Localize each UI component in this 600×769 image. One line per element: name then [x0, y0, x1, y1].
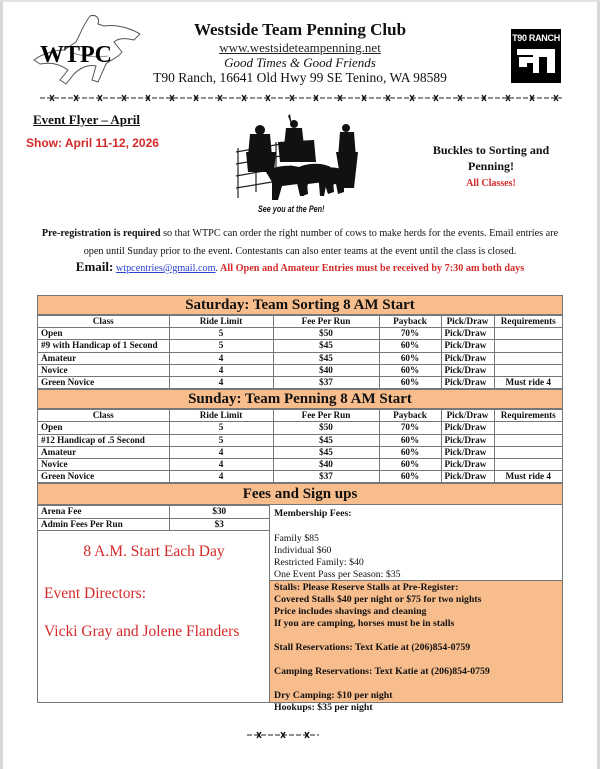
barbed-wire-footer-icon	[247, 731, 319, 739]
cell-class: Amateur	[38, 446, 169, 458]
table-row	[38, 377, 562, 389]
cell-payback: 60%	[379, 340, 441, 352]
cell-class: Green Novice	[38, 471, 169, 483]
email-link[interactable]: wtpcentries@gmail.com	[115, 263, 216, 274]
cell-pick-draw: Pick/Draw	[441, 434, 494, 446]
col-requirements: Requirements	[494, 410, 562, 422]
stalls-info	[270, 580, 562, 714]
club-motto: Good Times & Good Friends	[224, 55, 376, 70]
col-requirements: Requirements	[494, 316, 562, 328]
cell-ride-limit: 4	[169, 446, 273, 458]
buckles-text: Buckles to Sorting and Penning!	[432, 143, 550, 173]
cell-ride-limit: 4	[169, 364, 273, 376]
cell-fee: $45	[273, 446, 379, 458]
fee-value: $3	[169, 518, 269, 530]
membership-item: Family $85	[274, 533, 319, 545]
cell-fee: $37	[273, 471, 379, 483]
col-class: Class	[38, 410, 169, 422]
email-suffix: .	[215, 263, 219, 274]
cell-payback: 70%	[379, 328, 441, 340]
cell-requirements: Must ride 4	[494, 377, 562, 389]
barbed-wire-divider-icon	[40, 94, 562, 102]
hookups: Hookups: $35 per night	[274, 702, 373, 714]
camping-reservations: Camping Reservations: Text Katie at (206)854-0759	[274, 666, 490, 678]
fees-left-panel	[38, 505, 270, 702]
all-classes-text: All Classes!	[466, 178, 516, 189]
col-payback: Payback	[379, 410, 441, 422]
cell-class: #9 with Handicap of 1 Second	[38, 340, 169, 352]
table-header-row	[38, 316, 562, 328]
cell-pick-draw: Pick/Draw	[441, 446, 494, 458]
cell-ride-limit: 4	[169, 459, 273, 471]
cell-payback: 60%	[379, 459, 441, 471]
membership-item: Individual $60	[274, 545, 332, 557]
fees-header: Fees and Sign ups	[38, 483, 562, 504]
wtpc-logo-icon	[30, 12, 142, 88]
cell-payback: 60%	[379, 446, 441, 458]
table-row	[38, 364, 562, 376]
table-row	[38, 340, 562, 352]
dry-camping: Dry Camping: $10 per night	[274, 690, 393, 702]
cell-class: #12 Handicap of .5 Second	[38, 434, 169, 446]
event-directors-label: Event Directors:	[44, 585, 147, 603]
start-each-day: 8 A.M. Start Each Day	[83, 543, 225, 561]
table-row	[38, 352, 562, 364]
cell-ride-limit: 5	[169, 434, 273, 446]
event-directors-names: Vicki Gray and Jolene Flanders	[44, 623, 240, 641]
col-pick-draw: Pick/Draw	[441, 410, 494, 422]
cell-ride-limit: 5	[169, 422, 273, 434]
t90-ranch-logo	[511, 29, 561, 83]
cell-requirements	[494, 352, 562, 364]
cell-ride-limit: 4	[169, 471, 273, 483]
cell-payback: 60%	[379, 352, 441, 364]
table-row	[38, 446, 562, 458]
cell-class: Open	[38, 328, 169, 340]
cell-payback: 60%	[379, 434, 441, 446]
cell-pick-draw: Pick/Draw	[441, 471, 494, 483]
cell-pick-draw: Pick/Draw	[441, 328, 494, 340]
stalls-line: If you are camping, horses must be in stalls	[274, 618, 455, 630]
cell-requirements	[494, 422, 562, 434]
cell-ride-limit: 4	[169, 352, 273, 364]
pen-caption: See you at the Pen!	[258, 204, 325, 214]
cell-fee: $45	[273, 352, 379, 364]
stall-reservations: Stall Reservations: Text Katie at (206)854-0759	[274, 642, 471, 654]
table-row	[38, 459, 562, 471]
cell-ride-limit: 5	[169, 340, 273, 352]
preregistration-notice	[40, 225, 560, 261]
sunday-table	[38, 409, 562, 483]
entry-deadline-warning: All Open and Amateur Entries must be received by 7:30 am both days	[218, 263, 525, 274]
club-address: T90 Ranch, 16641 Old Hwy 99 SE Tenino, WA 98589	[153, 70, 447, 85]
sunday-header: Sunday: Team Penning 8 AM Start	[38, 389, 562, 409]
fee-label: Admin Fees Per Run	[38, 518, 169, 530]
team-penning-illustration-icon	[232, 112, 364, 208]
cell-class: Novice	[38, 364, 169, 376]
table-row	[38, 328, 562, 340]
cell-requirements	[494, 340, 562, 352]
cell-pick-draw: Pick/Draw	[441, 459, 494, 471]
table-row	[38, 506, 269, 518]
membership-item: One Event Pass per Season: $35	[274, 569, 401, 581]
cell-fee: $50	[273, 328, 379, 340]
cell-requirements: Must ride 4	[494, 471, 562, 483]
t90-logo-text: T90 RANCH	[512, 33, 560, 43]
email-label: Email:	[75, 259, 114, 274]
col-fee: Fee Per Run	[273, 316, 379, 328]
cell-class: Amateur	[38, 352, 169, 364]
cell-requirements	[494, 446, 562, 458]
cell-ride-limit: 4	[169, 377, 273, 389]
fees-right-panel	[270, 505, 562, 714]
cell-requirements	[494, 364, 562, 376]
cell-fee: $37	[273, 377, 379, 389]
col-pick-draw: Pick/Draw	[441, 316, 494, 328]
cell-payback: 60%	[379, 377, 441, 389]
header	[150, 20, 450, 86]
club-website-link[interactable]: www.westsideteampenning.net	[219, 40, 381, 55]
col-ride-limit: Ride Limit	[169, 316, 273, 328]
fee-label: Arena Fee	[38, 506, 169, 518]
club-title: Westside Team Penning Club	[193, 20, 407, 39]
cell-class: Novice	[38, 459, 169, 471]
cell-requirements	[494, 459, 562, 471]
cell-payback: 60%	[379, 364, 441, 376]
cell-pick-draw: Pick/Draw	[441, 352, 494, 364]
schedule-sheet	[37, 295, 563, 714]
prereg-text: so that WTPC can order the right number of cows to make herds for the events. Email entries are open until Sunday prior to the event. Contestants can also enter teams at the event until the class is closed.	[83, 228, 559, 257]
cell-payback: 60%	[379, 471, 441, 483]
cell-class: Green Novice	[38, 377, 169, 389]
table-row	[38, 471, 562, 483]
fee-value: $30	[169, 506, 269, 518]
saturday-table	[38, 315, 562, 389]
svg-text:WTPC: WTPC	[40, 42, 112, 68]
cell-pick-draw: Pick/Draw	[441, 422, 494, 434]
cell-fee: $40	[273, 364, 379, 376]
col-payback: Payback	[379, 316, 441, 328]
cell-requirements	[494, 328, 562, 340]
t90-brand-icon	[511, 43, 561, 79]
cell-class: Open	[38, 422, 169, 434]
cell-fee: $45	[273, 340, 379, 352]
cell-pick-draw: Pick/Draw	[441, 377, 494, 389]
cell-fee: $40	[273, 459, 379, 471]
cell-pick-draw: Pick/Draw	[441, 364, 494, 376]
buckles-note	[418, 142, 564, 192]
cell-fee: $45	[273, 434, 379, 446]
fees-table	[38, 505, 269, 530]
stalls-line: Covered Stalls $40 per night or $75 for two nights	[274, 594, 482, 606]
table-row	[38, 434, 562, 446]
membership-item: Restricted Family: $40	[274, 557, 364, 569]
cell-fee: $50	[273, 422, 379, 434]
cell-pick-draw: Pick/Draw	[441, 340, 494, 352]
fees-section	[38, 504, 562, 714]
col-fee: Fee Per Run	[273, 410, 379, 422]
cell-ride-limit: 5	[169, 328, 273, 340]
email-line	[40, 259, 560, 275]
table-row	[38, 422, 562, 434]
cell-requirements	[494, 434, 562, 446]
membership-fees	[270, 505, 562, 580]
col-ride-limit: Ride Limit	[169, 410, 273, 422]
table-header-row	[38, 410, 562, 422]
event-flyer-title: Event Flyer – April	[33, 112, 141, 127]
show-date: Show: April 11-12, 2026	[26, 136, 159, 150]
cell-payback: 70%	[379, 422, 441, 434]
stalls-line: Price includes shavings and cleaning	[274, 606, 427, 618]
table-row	[38, 518, 269, 530]
membership-title: Membership Fees:	[274, 508, 352, 520]
col-class: Class	[38, 316, 169, 328]
stalls-line: Stalls: Please Reserve Stalls at Pre-Register:	[274, 582, 459, 594]
prereg-bold: Pre-registration is required	[41, 228, 161, 239]
saturday-header: Saturday: Team Sorting 8 AM Start	[38, 296, 562, 315]
